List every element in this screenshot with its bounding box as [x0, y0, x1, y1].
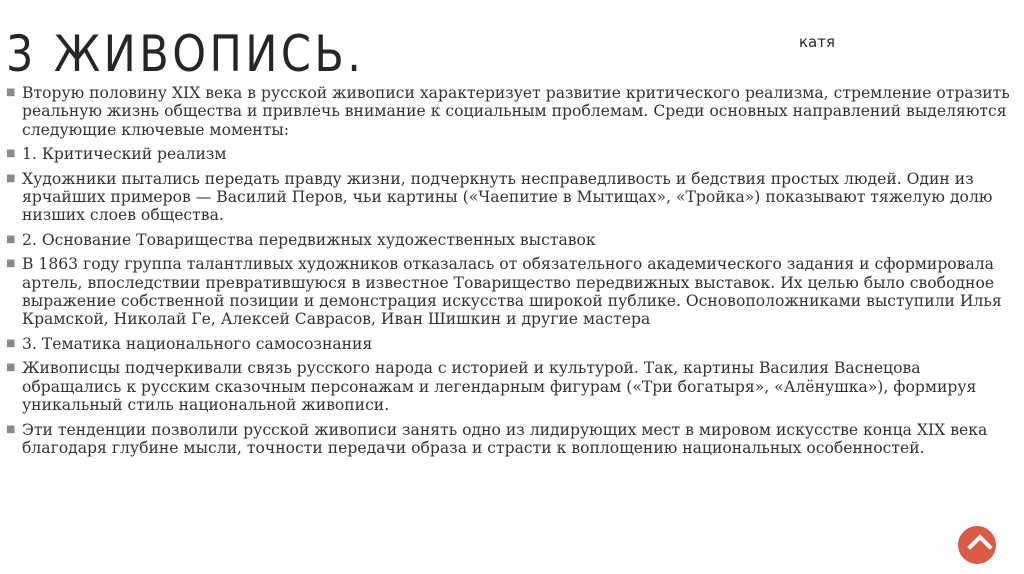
- list-item: [4, 84, 1020, 139]
- square-bullet-icon: ■: [6, 423, 16, 435]
- list-item-text: Живописцы подчеркивали связь русского народа с историей и культурой. Так, картины Василия Васнецова обращались к русским сказочным персонажам и легендарным фигурам («Три богатыря», «Алёнушка»), формируя уникальный стиль национальной живописи.: [22, 359, 977, 415]
- list-item: [4, 231, 1020, 249]
- list-item: [4, 170, 1020, 225]
- list-item: [4, 359, 1020, 414]
- square-bullet-icon: ■: [6, 362, 16, 374]
- list-item: [4, 421, 1020, 458]
- list-item-text: 3. Тематика национального самосознания: [22, 334, 373, 353]
- square-bullet-icon: ■: [6, 87, 16, 98]
- slide-title: 3 ЖИВОПИСЬ.: [6, 25, 365, 83]
- list-item-text: Вторую половину XIX века в русской живописи характеризует развитие критического реализма, стремление отразить реальную жизнь общества и привлечь внимание к социальным проблемам. Среди основных направлений выделяются следующие ключевые моменты:: [22, 84, 1010, 139]
- list-item-text: В 1863 году группа талантливых художников отказалась от обязательного академического задания и сформировала артель, впоследствии превратившуюся в известное Товарищество передвижных выставок. Их целью было свободное выражение собственной позиции и демонстрация искусства широкой публике. Основоположниками выступили Илья Крамской, Николай Ге, Алексей Саврасов, Иван Шишкин и другие мастера: [22, 255, 1002, 329]
- list-item-text: Художники пытались передать правду жизни, подчеркнуть несправедливость и бедствия простых людей. Один из ярчайших примеров — Василий Перов, чьи картины («Чаепитие в Мытищах», «Тройка») показывают тяжелую долю низших слоев общества.: [22, 169, 993, 225]
- square-bullet-icon: ■: [6, 148, 16, 160]
- list-item: [4, 145, 1020, 163]
- square-bullet-icon: ■: [6, 233, 16, 245]
- list-item-text: Эти тенденции позволили русской живописи занять одно из лидирующих мест в мировом искусстве конца XIX века благодаря глубине мысли, точности передачи образа и страсти к воплощению национальных особенностей.: [22, 420, 988, 457]
- list-item-text: 2. Основание Товарищества передвижных художественных выставок: [22, 230, 596, 249]
- slide-content: [4, 84, 1020, 463]
- list-item-text: 1. Критический реализм: [22, 145, 227, 164]
- square-bullet-icon: ■: [6, 258, 16, 270]
- list-item: [4, 335, 1020, 353]
- list-item: [4, 255, 1020, 329]
- square-bullet-icon: ■: [6, 337, 16, 349]
- author-name: катя: [799, 33, 836, 51]
- square-bullet-icon: ■: [6, 172, 16, 184]
